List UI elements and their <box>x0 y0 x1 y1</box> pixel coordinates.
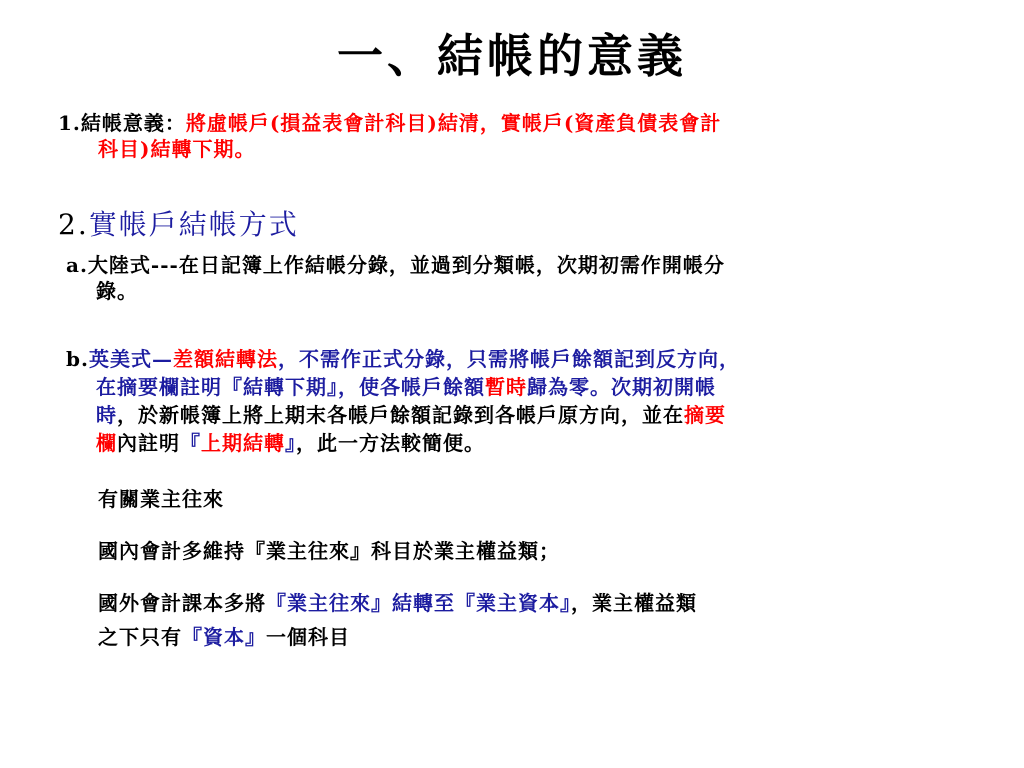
item-a-text-line1: 大陸式---在日記簿上作結帳分錄，並過到分類帳，次期初需作開帳分 <box>87 253 725 277</box>
item1-number: 1. <box>58 111 81 135</box>
notes-l4-part3: 一個科目 <box>266 625 350 649</box>
item-b-l4-part6: ，此一方法較簡便。 <box>296 431 485 455</box>
item-b-number: b. <box>66 347 89 371</box>
item1-text-line1: 將虛帳戶(損益表會計科目)結清，實帳戶(資產負債表會計 <box>185 111 722 135</box>
item-b-l2-part3: 歸為零。次期初開帳 <box>527 375 716 399</box>
notes-l3-part3: ，業主權益類 <box>571 591 697 615</box>
item-b-l2-part2: 暫時 <box>485 375 527 399</box>
item-b-line1 <box>66 346 740 372</box>
item-b-l4-part5: 』 <box>285 431 296 455</box>
item-b-l3-part1: 時 <box>96 403 117 427</box>
notes-line2: 國內會計多維持『業主往來』科目於業主權益類； <box>98 539 560 563</box>
notes-l3-part1: 國外會計課本多將 <box>98 591 266 615</box>
item-b-l2-part1: 在摘要欄註明『結轉下期』，使各帳戶餘額 <box>96 375 485 399</box>
item-b-l3-part2: ，於新帳簿上將上期末各帳戶餘額記錄到各帳戶原方向，並在 <box>117 403 684 427</box>
notes-line3 <box>98 590 697 616</box>
item-b-l4-part1: 欄 <box>96 431 117 455</box>
notes-l4-part2: 『資本』 <box>182 625 266 649</box>
item-b-l4-part2: 內註明 <box>117 431 180 455</box>
item-a-number: a. <box>66 253 88 277</box>
item-b-l4-part3: 『 <box>180 431 201 455</box>
item-a-text-line2: 錄。 <box>96 279 138 303</box>
notes-l4-part1: 之下只有 <box>98 625 182 649</box>
item-b-l1-part3: ，不需作正式分錄，只需將帳戶餘額記到反方向， <box>277 347 740 371</box>
item-b-l1-part2: 差額結轉法 <box>172 347 278 371</box>
item-b-l1-part1: 英美式— <box>88 347 173 371</box>
item2-number: 2. <box>58 208 89 241</box>
item2-heading: 實帳戶結帳方式 <box>88 208 299 241</box>
notes-l3-part2: 『業主往來』結轉至『業主資本』 <box>266 591 571 615</box>
item-b-line2 <box>96 374 716 400</box>
notes-line1: 有關業主往來 <box>98 487 224 511</box>
item-b-l3-part3: 摘要 <box>684 403 726 427</box>
item-a-line1 <box>66 252 725 278</box>
notes-line4 <box>98 624 350 650</box>
item2-heading-line <box>58 208 299 242</box>
item-b-line4 <box>96 430 485 456</box>
item-b-l4-part4: 上期結轉 <box>201 431 285 455</box>
item-b-line3 <box>96 402 726 428</box>
item1-label: 結帳意義： <box>80 111 186 135</box>
item1-line1 <box>58 110 721 136</box>
page-title: 一、結帳的意義 <box>337 29 687 83</box>
item1-text-line2: 科目)結轉下期。 <box>98 137 256 161</box>
